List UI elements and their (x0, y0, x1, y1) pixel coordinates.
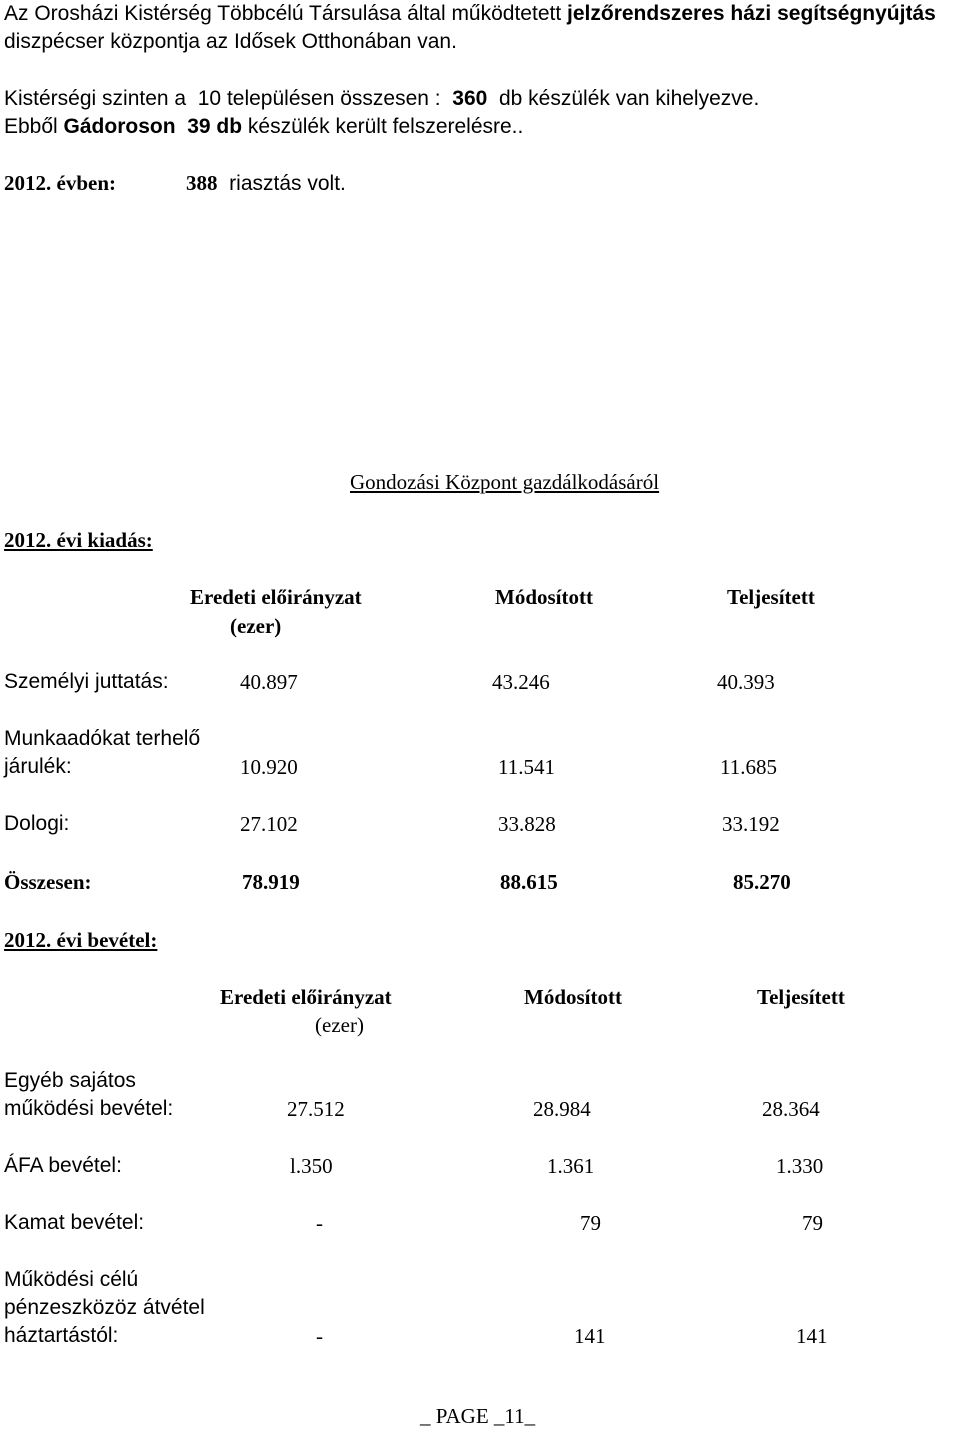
stats-line-3 (4, 171, 116, 195)
intro-line-2: diszpécser központja az Idősek Otthonában van. (4, 30, 457, 53)
income-row-completed: 79 (802, 1211, 823, 1235)
income-col-modified: Módosított (524, 985, 622, 1009)
expense-row-label: Személyi juttatás: (4, 670, 169, 693)
income-row-modified: 1.361 (547, 1154, 595, 1178)
expense-row-original: 27.102 (240, 812, 298, 836)
income-heading: 2012. évi bevétel: (4, 928, 158, 952)
expense-col-unit: (ezer) (230, 614, 282, 638)
income-row-label: háztartástól: (4, 1324, 119, 1347)
stats-line-1: Kistérségi szinten a 10 településen összesen : 360 db készülék van kihelyezve. (4, 87, 760, 110)
expense-row-completed: 11.685 (720, 755, 777, 779)
stats-line-2: Ebből Gádoroson 39 db készülék került felszerelésre.. (4, 115, 524, 138)
expense-col-modified: Módosított (495, 585, 593, 609)
expense-row-original: 10.920 (240, 755, 298, 779)
expense-row-label: Munkaadókat terhelő (4, 727, 201, 750)
expense-col-completed: Teljesített (727, 585, 815, 609)
income-row-label: működési bevétel: (4, 1097, 174, 1120)
income-row-label: pénzeszközöz átvétel (4, 1296, 205, 1319)
expense-row-label: Dologi: (4, 812, 70, 835)
income-row-label: Működési célú (4, 1268, 139, 1291)
income-col-unit: (ezer) (315, 1013, 364, 1037)
expense-total-modified: 88.615 (500, 870, 558, 894)
local-device-count: Gádoroson 39 db (63, 115, 243, 138)
intro-line-1: Az Orosházi Kistérség Többcélú Társulása által működtetett jelzőrendszeres házi segítségnyújtás (4, 2, 936, 25)
income-row-completed: 1.330 (776, 1154, 824, 1178)
income-row-original: - (316, 1324, 323, 1348)
expense-total-original: 78.919 (242, 870, 300, 894)
income-row-completed: 28.364 (762, 1097, 820, 1121)
income-row-original: 27.512 (287, 1097, 345, 1121)
income-row-original: l.350 (290, 1154, 333, 1178)
expense-total-completed: 85.270 (733, 870, 791, 894)
section-title: Gondozási Központ gazdálkodásáról (350, 470, 660, 494)
income-row-modified: 79 (580, 1211, 601, 1235)
income-row-label: Kamat bevétel: (4, 1211, 145, 1234)
income-col-original: Eredeti előirányzat (220, 985, 392, 1009)
expense-heading: 2012. évi kiadás: (4, 528, 153, 552)
expense-col-original: Eredeti előirányzat (190, 585, 362, 609)
alarm-line: 388 riasztás volt. (186, 171, 346, 195)
income-row-modified: 28.984 (533, 1097, 591, 1121)
expense-total-label: Összesen: (4, 870, 92, 894)
expense-row-modified: 11.541 (498, 755, 555, 779)
intro-service-name: jelzőrendszeres házi segítségnyújtás (567, 2, 936, 25)
income-row-original: - (316, 1211, 323, 1235)
expense-row-original: 40.897 (240, 670, 298, 694)
income-row-completed: 141 (796, 1324, 828, 1348)
page-number: _ PAGE _11_ (420, 1404, 536, 1428)
income-col-completed: Teljesített (757, 985, 845, 1009)
income-row-modified: 141 (574, 1324, 606, 1348)
expense-row-label: járulék: (4, 755, 72, 778)
expense-row-completed: 33.192 (722, 812, 780, 836)
expense-row-modified: 43.246 (492, 670, 550, 694)
income-row-label: Egyéb sajátos (4, 1069, 136, 1092)
device-count: 360 (452, 87, 488, 110)
expense-row-modified: 33.828 (498, 812, 556, 836)
income-row-label: ÁFA bevétel: (4, 1154, 122, 1177)
year-label: 2012. évben: (4, 171, 116, 195)
expense-row-completed: 40.393 (717, 670, 775, 694)
alarm-count: 388 (186, 171, 218, 195)
